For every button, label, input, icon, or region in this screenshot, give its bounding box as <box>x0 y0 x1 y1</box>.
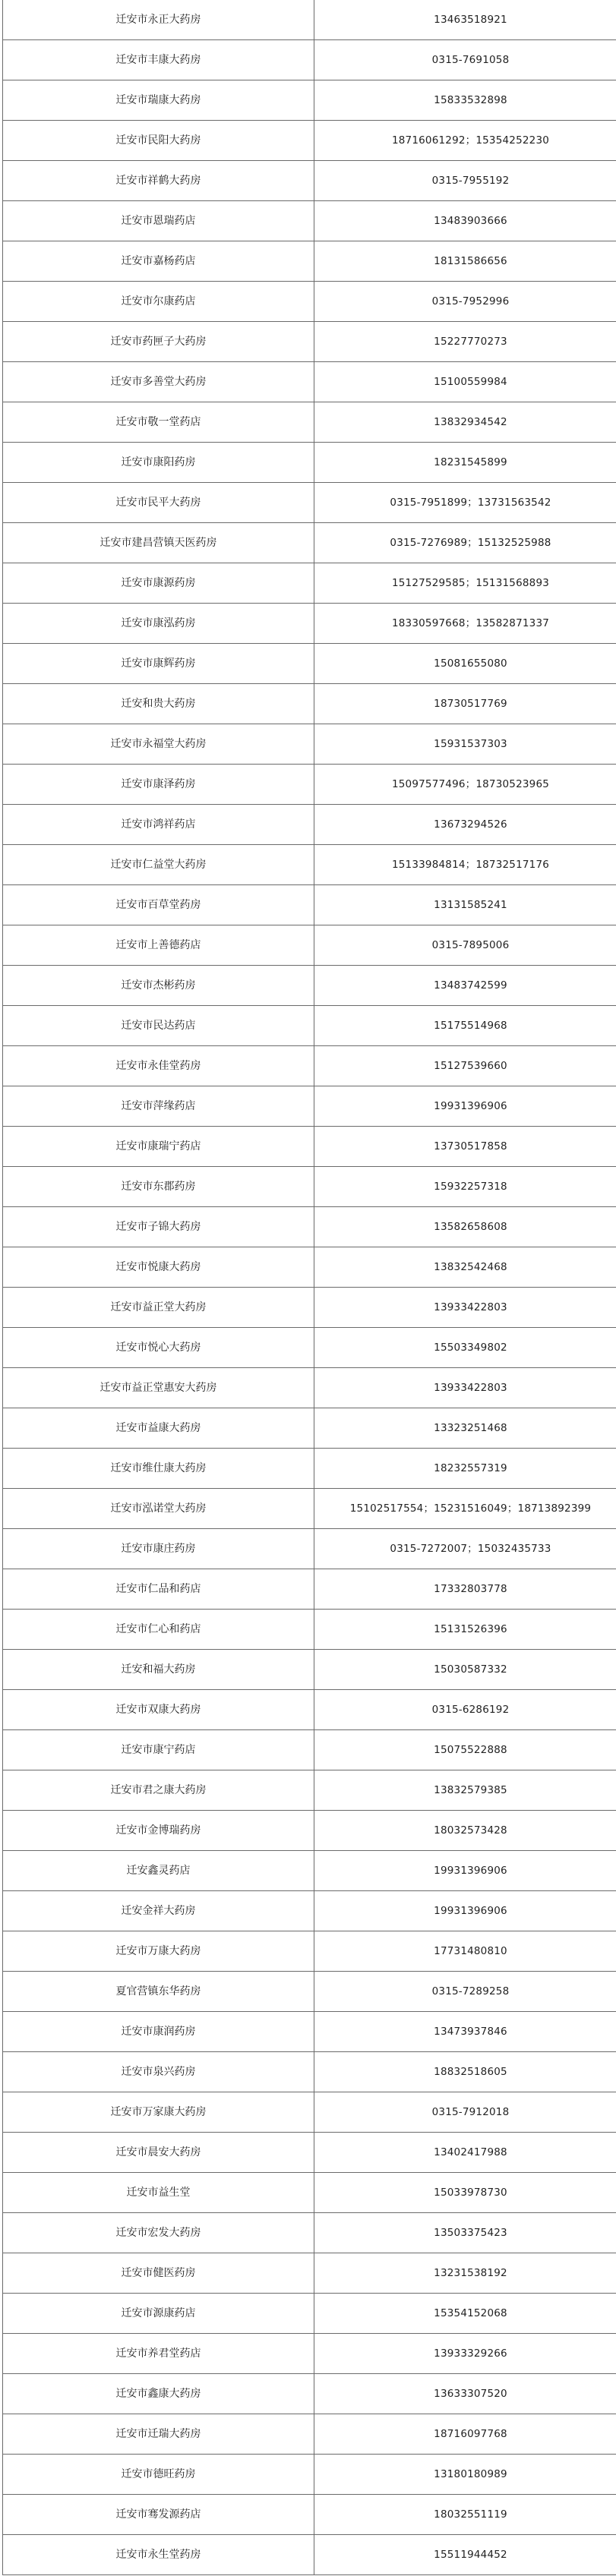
pharmacy-name-cell: 迁安市恩瑞药店 <box>3 201 314 241</box>
pharmacy-name-cell: 迁安市祥鹤大药房 <box>3 161 314 201</box>
table-row <box>3 1046 616 1086</box>
pharmacy-phone-cell: 18232557319 <box>314 1449 616 1489</box>
pharmacy-name-cell: 迁安和福大药房 <box>3 1650 314 1690</box>
table-row <box>3 2133 616 2173</box>
table-row <box>3 1811 616 1851</box>
pharmacy-phone-cell: 13933422803 <box>314 1288 616 1328</box>
pharmacy-name-cell: 迁安市仁品和药店 <box>3 1569 314 1610</box>
pharmacy-phone-cell: 13402417988 <box>314 2133 616 2173</box>
pharmacy-phone-cell: 18231545899 <box>314 443 616 483</box>
pharmacy-name-cell: 迁安市仁心和药店 <box>3 1610 314 1650</box>
pharmacy-phone-cell: 13832542468 <box>314 1247 616 1288</box>
pharmacy-phone-cell: 18832518605 <box>314 2052 616 2092</box>
pharmacy-name-cell: 迁安市鸿祥药店 <box>3 805 314 845</box>
pharmacy-phone-cell: 13832579385 <box>314 1770 616 1811</box>
table-body <box>3 0 616 2575</box>
pharmacy-phone-cell: 17731480810 <box>314 1931 616 1972</box>
table-row <box>3 1770 616 1811</box>
pharmacy-name-cell: 迁安市源康药店 <box>3 2294 314 2334</box>
pharmacy-phone-cell: 17332803778 <box>314 1569 616 1610</box>
table-row <box>3 2092 616 2133</box>
pharmacy-name-cell: 迁安市百草堂药房 <box>3 885 314 925</box>
table-row <box>3 1529 616 1569</box>
pharmacy-name-cell: 迁安市康辉药房 <box>3 644 314 684</box>
pharmacy-name-cell: 迁安市东郡药房 <box>3 1167 314 1207</box>
pharmacy-name-cell: 迁安市康润药房 <box>3 2012 314 2052</box>
pharmacy-name-cell: 迁安市迁瑞大药房 <box>3 2414 314 2455</box>
pharmacy-phone-cell: 15931537303 <box>314 724 616 765</box>
table-row <box>3 2535 616 2575</box>
pharmacy-name-cell: 迁安市永正大药房 <box>3 0 314 40</box>
pharmacy-phone-cell: 18730517769 <box>314 684 616 724</box>
pharmacy-phone-cell: 15127529585；15131568893 <box>314 563 616 604</box>
table-row <box>3 201 616 241</box>
pharmacy-name-cell: 迁安市建昌营镇天医药房 <box>3 523 314 563</box>
pharmacy-phone-cell: 19931396906 <box>314 1086 616 1127</box>
table-row <box>3 1006 616 1046</box>
pharmacy-name-cell: 夏官营镇东华药房 <box>3 1972 314 2012</box>
table-row <box>3 523 616 563</box>
pharmacy-name-cell: 迁安市永佳堂药房 <box>3 1046 314 1086</box>
pharmacy-name-cell: 迁安市康庄药房 <box>3 1529 314 1569</box>
pharmacy-name-cell: 迁安市泉兴药房 <box>3 2052 314 2092</box>
table-row <box>3 1127 616 1167</box>
table-row <box>3 1650 616 1690</box>
table-row <box>3 241 616 282</box>
pharmacy-name-cell: 迁安市悦心大药房 <box>3 1328 314 1368</box>
pharmacy-name-cell: 迁安和贵大药房 <box>3 684 314 724</box>
pharmacy-name-cell: 迁安市子锦大药房 <box>3 1207 314 1247</box>
pharmacy-name-cell: 迁安鑫灵药店 <box>3 1851 314 1891</box>
pharmacy-table <box>2 0 616 2575</box>
pharmacy-phone-cell: 15932257318 <box>314 1167 616 1207</box>
pharmacy-phone-cell: 15100559984 <box>314 362 616 402</box>
pharmacy-phone-cell: 18716097768 <box>314 2414 616 2455</box>
pharmacy-name-cell: 迁安市万家康大药房 <box>3 2092 314 2133</box>
table-row <box>3 282 616 322</box>
table-row <box>3 362 616 402</box>
table-row <box>3 2455 616 2495</box>
pharmacy-name-cell: 迁安市益正堂大药房 <box>3 1288 314 1328</box>
pharmacy-name-cell: 迁安市上善德药店 <box>3 925 314 966</box>
pharmacy-phone-cell: 13323251468 <box>314 1408 616 1449</box>
pharmacy-name-cell: 迁安市瑞康大药房 <box>3 80 314 121</box>
pharmacy-name-cell: 迁安市多善堂大药房 <box>3 362 314 402</box>
pharmacy-name-cell: 迁安市泓诺堂大药房 <box>3 1489 314 1529</box>
pharmacy-phone-cell: 18131586656 <box>314 241 616 282</box>
pharmacy-name-cell: 迁安市民平大药房 <box>3 483 314 523</box>
table-row <box>3 765 616 805</box>
pharmacy-phone-cell: 13503375423 <box>314 2213 616 2253</box>
pharmacy-phone-cell: 13933422803 <box>314 1368 616 1408</box>
pharmacy-name-cell: 迁安市康瑞宁药店 <box>3 1127 314 1167</box>
pharmacy-phone-cell: 15075522888 <box>314 1730 616 1770</box>
table-row <box>3 1368 616 1408</box>
pharmacy-name-cell: 迁安市德旺药房 <box>3 2455 314 2495</box>
table-row <box>3 1851 616 1891</box>
table-row <box>3 1489 616 1529</box>
table-row <box>3 925 616 966</box>
pharmacy-phone-cell: 0315-7272007；15032435733 <box>314 1529 616 1569</box>
pharmacy-name-cell: 迁安市丰康大药房 <box>3 40 314 80</box>
pharmacy-name-cell: 迁安市康泽药房 <box>3 765 314 805</box>
pharmacy-phone-cell: 15030587332 <box>314 1650 616 1690</box>
pharmacy-name-cell: 迁安市嘉杨药店 <box>3 241 314 282</box>
table-row <box>3 0 616 40</box>
pharmacy-name-cell: 迁安市益康大药房 <box>3 1408 314 1449</box>
pharmacy-phone-cell: 18032551119 <box>314 2495 616 2535</box>
pharmacy-phone-cell: 15131526396 <box>314 1610 616 1650</box>
pharmacy-phone-cell: 0315-7289258 <box>314 1972 616 2012</box>
table-row <box>3 1891 616 1931</box>
pharmacy-name-cell: 迁安市萍缘药店 <box>3 1086 314 1127</box>
pharmacy-name-cell: 迁安市悦康大药房 <box>3 1247 314 1288</box>
pharmacy-phone-cell: 13933329266 <box>314 2334 616 2374</box>
pharmacy-phone-cell: 0315-7276989；15132525988 <box>314 523 616 563</box>
pharmacy-name-cell: 迁安市杰彬药房 <box>3 966 314 1006</box>
table-row <box>3 805 616 845</box>
pharmacy-phone-cell: 18716061292；15354252230 <box>314 121 616 161</box>
pharmacy-phone-cell: 0315-7691058 <box>314 40 616 80</box>
pharmacy-name-cell: 迁安市宏发大药房 <box>3 2213 314 2253</box>
pharmacy-name-cell: 迁安市金博瑞药房 <box>3 1811 314 1851</box>
pharmacy-name-cell: 迁安市养君堂药店 <box>3 2334 314 2374</box>
table-row <box>3 563 616 604</box>
pharmacy-phone-cell: 19931396906 <box>314 1851 616 1891</box>
table-row <box>3 2052 616 2092</box>
pharmacy-name-cell: 迁安市康泓药房 <box>3 604 314 644</box>
table-row <box>3 2495 616 2535</box>
pharmacy-phone-cell: 15227770273 <box>314 322 616 362</box>
pharmacy-phone-cell: 0315-7955192 <box>314 161 616 201</box>
table-row <box>3 2012 616 2052</box>
table-row <box>3 644 616 684</box>
pharmacy-name-cell: 迁安市维仕康大药房 <box>3 1449 314 1489</box>
pharmacy-phone-cell: 15102517554；15231516049；18713892399 <box>314 1489 616 1529</box>
pharmacy-phone-cell: 0315-7912018 <box>314 2092 616 2133</box>
table-row <box>3 1408 616 1449</box>
table-row <box>3 724 616 765</box>
table-row <box>3 2334 616 2374</box>
table-row <box>3 2173 616 2213</box>
table-row <box>3 2374 616 2414</box>
table-row <box>3 1972 616 2012</box>
pharmacy-phone-cell: 15503349802 <box>314 1328 616 1368</box>
pharmacy-name-cell: 迁安市民阳大药房 <box>3 121 314 161</box>
pharmacy-phone-cell: 15833532898 <box>314 80 616 121</box>
pharmacy-name-cell: 迁安市益正堂惠安大药房 <box>3 1368 314 1408</box>
table-row <box>3 1610 616 1650</box>
table-row <box>3 966 616 1006</box>
table-row <box>3 2213 616 2253</box>
pharmacy-name-cell: 迁安市永生堂药房 <box>3 2535 314 2575</box>
pharmacy-phone-cell: 15081655080 <box>314 644 616 684</box>
pharmacy-name-cell: 迁安市万康大药房 <box>3 1931 314 1972</box>
pharmacy-phone-cell: 13483742599 <box>314 966 616 1006</box>
pharmacy-phone-cell: 19931396906 <box>314 1891 616 1931</box>
table-row <box>3 1931 616 1972</box>
pharmacy-name-cell: 迁安市双康大药房 <box>3 1690 314 1730</box>
pharmacy-phone-cell: 0315-7951899；13731563542 <box>314 483 616 523</box>
pharmacy-phone-cell: 13730517858 <box>314 1127 616 1167</box>
pharmacy-name-cell: 迁安市药匣子大药房 <box>3 322 314 362</box>
pharmacy-phone-cell: 13582658608 <box>314 1207 616 1247</box>
table-row <box>3 80 616 121</box>
pharmacy-phone-cell: 0315-7952996 <box>314 282 616 322</box>
pharmacy-name-cell: 迁安市君之康大药房 <box>3 1770 314 1811</box>
table-row <box>3 1086 616 1127</box>
pharmacy-phone-cell: 15175514968 <box>314 1006 616 1046</box>
table-row <box>3 322 616 362</box>
pharmacy-name-cell: 迁安市康阳药房 <box>3 443 314 483</box>
pharmacy-phone-cell: 15511944452 <box>314 2535 616 2575</box>
pharmacy-phone-cell: 13483903666 <box>314 201 616 241</box>
pharmacy-phone-cell: 0315-7895006 <box>314 925 616 966</box>
pharmacy-name-cell: 迁安市骞发源药店 <box>3 2495 314 2535</box>
table-row <box>3 483 616 523</box>
table-row <box>3 1167 616 1207</box>
pharmacy-phone-cell: 18032573428 <box>314 1811 616 1851</box>
pharmacy-name-cell: 迁安市永福堂大药房 <box>3 724 314 765</box>
pharmacy-name-cell: 迁安市鑫康大药房 <box>3 2374 314 2414</box>
pharmacy-name-cell: 迁安金祥大药房 <box>3 1891 314 1931</box>
table-row <box>3 40 616 80</box>
table-row <box>3 1569 616 1610</box>
pharmacy-name-cell: 迁安市康宁药店 <box>3 1730 314 1770</box>
table-row <box>3 1690 616 1730</box>
pharmacy-phone-cell: 13463518921 <box>314 0 616 40</box>
pharmacy-phone-cell: 13231538192 <box>314 2253 616 2294</box>
pharmacy-name-cell: 迁安市健医药房 <box>3 2253 314 2294</box>
pharmacy-phone-cell: 13131585241 <box>314 885 616 925</box>
pharmacy-name-cell: 迁安市尔康药店 <box>3 282 314 322</box>
pharmacy-name-cell: 迁安市民达药店 <box>3 1006 314 1046</box>
pharmacy-phone-cell: 15033978730 <box>314 2173 616 2213</box>
table-row <box>3 2294 616 2334</box>
pharmacy-phone-cell: 13673294526 <box>314 805 616 845</box>
pharmacy-phone-cell: 15127539660 <box>314 1046 616 1086</box>
table-row <box>3 1328 616 1368</box>
table-row <box>3 604 616 644</box>
pharmacy-phone-cell: 18330597668；13582871337 <box>314 604 616 644</box>
table-row <box>3 402 616 443</box>
pharmacy-phone-cell: 15133984814；18732517176 <box>314 845 616 885</box>
table-row <box>3 885 616 925</box>
pharmacy-phone-cell: 13180180989 <box>314 2455 616 2495</box>
table-row <box>3 1288 616 1328</box>
table-row <box>3 2414 616 2455</box>
table-row <box>3 161 616 201</box>
table-row <box>3 121 616 161</box>
table-row <box>3 1449 616 1489</box>
pharmacy-name-cell: 迁安市康源药房 <box>3 563 314 604</box>
pharmacy-phone-cell: 15097577496；18730523965 <box>314 765 616 805</box>
pharmacy-phone-cell: 13633307520 <box>314 2374 616 2414</box>
pharmacy-name-cell: 迁安市益生堂 <box>3 2173 314 2213</box>
table-row <box>3 1207 616 1247</box>
table-row <box>3 1730 616 1770</box>
pharmacy-phone-cell: 0315-6286192 <box>314 1690 616 1730</box>
pharmacy-phone-cell: 13473937846 <box>314 2012 616 2052</box>
table-row <box>3 845 616 885</box>
table-row <box>3 443 616 483</box>
table-row <box>3 2253 616 2294</box>
pharmacy-phone-cell: 13832934542 <box>314 402 616 443</box>
pharmacy-name-cell: 迁安市敬一堂药店 <box>3 402 314 443</box>
pharmacy-name-cell: 迁安市晨安大药房 <box>3 2133 314 2173</box>
table-row <box>3 684 616 724</box>
pharmacy-phone-cell: 15354152068 <box>314 2294 616 2334</box>
pharmacy-name-cell: 迁安市仁益堂大药房 <box>3 845 314 885</box>
table-row <box>3 1247 616 1288</box>
